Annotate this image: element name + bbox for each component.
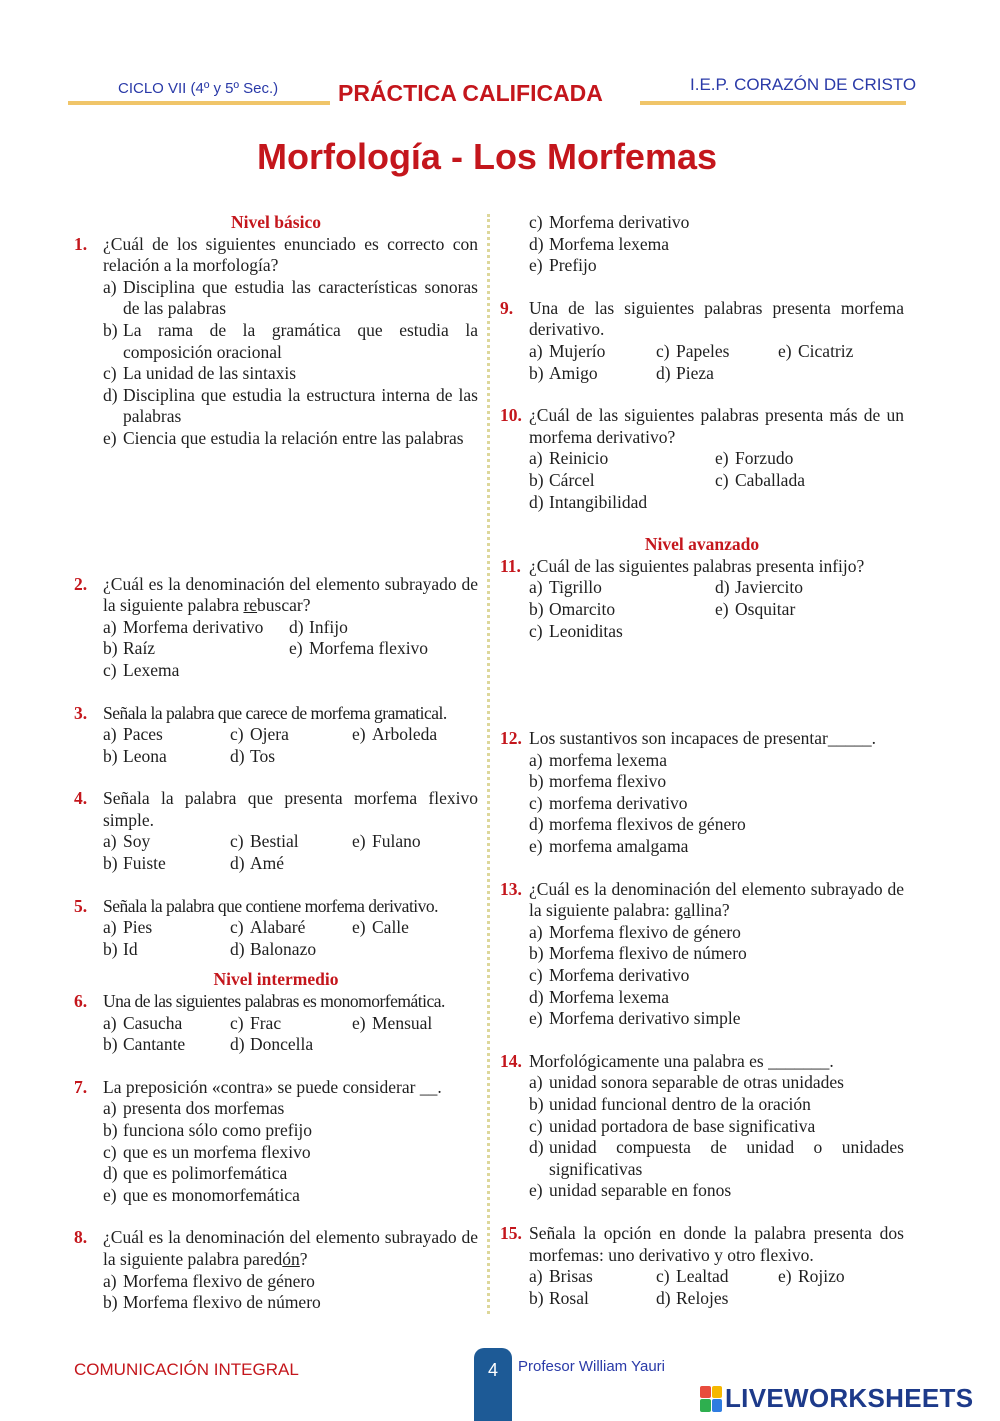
answer-option[interactable] xyxy=(103,385,478,428)
answer-option[interactable] xyxy=(230,917,352,939)
question-stem: ¿Cuál de las siguientes palabras presenta infijo? xyxy=(529,555,865,576)
answer-option[interactable] xyxy=(778,341,928,363)
option-letter: a) xyxy=(529,749,543,770)
option-letter: a) xyxy=(103,276,117,297)
answer-option[interactable] xyxy=(715,448,905,470)
answer-option[interactable] xyxy=(289,617,479,639)
answer-option[interactable] xyxy=(103,831,230,853)
option-letter: b) xyxy=(103,745,118,766)
question-14 xyxy=(500,1051,904,1202)
answer-option[interactable] xyxy=(529,1008,904,1030)
level-heading-intermediate: Nivel intermedio xyxy=(213,969,339,990)
answer-option[interactable] xyxy=(529,1180,904,1202)
option-letter: d) xyxy=(656,1287,671,1308)
question-4 xyxy=(74,788,478,874)
answer-option[interactable] xyxy=(529,492,715,514)
option-text: La rama de la gramática que estudia la composición oracional xyxy=(123,319,478,362)
option-text: unidad sonora separable de otras unidades xyxy=(549,1072,844,1093)
answer-option[interactable] xyxy=(529,341,656,363)
option-text: que es polimorfemática xyxy=(123,1163,288,1184)
header-practice-title: PRÁCTICA CALIFICADA xyxy=(338,80,603,106)
answer-option[interactable] xyxy=(230,724,352,746)
answer-option[interactable] xyxy=(529,793,904,815)
question-stem: Una de las siguientes palabras es monomorfemática. xyxy=(103,991,445,1012)
option-letter: e) xyxy=(352,831,366,852)
option-letter: a) xyxy=(103,724,117,745)
question-number: 15. xyxy=(500,1222,522,1243)
answer-option[interactable] xyxy=(103,277,478,320)
option-text: Pieza xyxy=(676,362,714,383)
option-text: Rosal xyxy=(549,1287,589,1308)
question-number: 8. xyxy=(74,1227,88,1248)
question-stem: Señala la palabra que carece de morfema gramatical. xyxy=(103,702,447,723)
answer-option[interactable] xyxy=(529,363,656,385)
question-stem: Señala la opción en donde la palabra presenta dos morfemas: uno derivativo y otro flexivo. xyxy=(529,1222,904,1265)
answer-option[interactable] xyxy=(103,1142,478,1164)
option-text: Reinicio xyxy=(549,448,609,469)
option-text: Lealtad xyxy=(676,1266,729,1287)
level-heading-advanced: Nivel avanzado xyxy=(644,534,760,555)
option-letter: e) xyxy=(352,1012,366,1033)
question-number: 10. xyxy=(500,405,522,426)
option-text: que es monomorfemática xyxy=(123,1184,300,1205)
option-text: Balonazo xyxy=(250,938,317,959)
option-text: Morfema flexivo de número xyxy=(123,1292,321,1313)
answer-option[interactable] xyxy=(529,1266,656,1288)
option-text: Javiercito xyxy=(735,577,804,598)
option-text: Lexema xyxy=(123,659,180,680)
option-letter: a) xyxy=(103,1270,117,1291)
option-letter: a) xyxy=(103,1098,117,1119)
option-letter: a) xyxy=(529,1072,543,1093)
question-number: 6. xyxy=(74,991,88,1012)
answer-option[interactable] xyxy=(103,724,230,746)
question-9 xyxy=(500,298,904,384)
option-text: Papeles xyxy=(676,340,730,361)
answer-option[interactable] xyxy=(103,638,289,660)
footer-subject: COMUNICACIÓN INTEGRAL xyxy=(74,1360,299,1379)
answer-option[interactable] xyxy=(352,724,502,746)
option-text: Pies xyxy=(123,917,153,938)
answer-option[interactable] xyxy=(529,1288,656,1310)
question-number: 11. xyxy=(500,555,521,576)
option-letter: c) xyxy=(656,340,670,361)
question-number: 9. xyxy=(500,297,514,318)
option-letter: a) xyxy=(103,1012,117,1033)
option-text: Mujerío xyxy=(549,340,606,361)
question-11 xyxy=(500,556,904,642)
option-text: Cantante xyxy=(123,1034,186,1055)
option-text: unidad portadora de base significativa xyxy=(549,1115,816,1136)
footer-professor: Profesor William Yauri xyxy=(518,1358,665,1375)
underlined-morpheme: ga xyxy=(674,900,691,921)
option-text: Mensual xyxy=(372,1012,433,1033)
answer-option[interactable] xyxy=(352,1013,502,1035)
option-text: Disciplina que estudia las características sonoras de las palabras xyxy=(123,276,478,319)
answer-option[interactable] xyxy=(778,1266,928,1288)
option-text: Morfema derivativo xyxy=(123,616,264,637)
question-2 xyxy=(74,574,478,682)
option-letter: a) xyxy=(529,448,543,469)
option-letter: d) xyxy=(529,1137,544,1158)
option-text: Morfema flexivo de género xyxy=(123,1270,315,1291)
answer-option[interactable] xyxy=(103,660,289,682)
option-text: Prefijo xyxy=(549,255,597,276)
question-number: 7. xyxy=(74,1076,88,1097)
question-8 xyxy=(74,1227,478,1313)
liveworksheets-logo[interactable] xyxy=(700,1383,973,1414)
question-stem: Morfológicamente una palabra es _______. xyxy=(529,1050,834,1071)
answer-option[interactable] xyxy=(656,1266,778,1288)
question-stem: ¿Cuál es la denominación del elemento subrayado de la siguiente palabra rebuscar? xyxy=(103,573,478,616)
option-letter: d) xyxy=(715,577,730,598)
option-letter: d) xyxy=(529,233,544,254)
option-text: Morfema flexivo de número xyxy=(549,943,747,964)
option-letter: e) xyxy=(103,1184,117,1205)
page-number-badge: 4 xyxy=(474,1348,512,1421)
option-text: unidad funcional dentro de la oración xyxy=(549,1094,811,1114)
option-letter: b) xyxy=(529,469,544,490)
option-letter: e) xyxy=(778,1266,792,1287)
option-letter: a) xyxy=(529,577,543,598)
underlined-morpheme: re xyxy=(243,595,258,616)
option-letter: d) xyxy=(230,1034,245,1055)
question-number: 2. xyxy=(74,573,88,594)
question-13 xyxy=(500,879,904,1030)
option-letter: b) xyxy=(103,638,118,659)
option-letter: a) xyxy=(529,921,543,942)
answer-option[interactable] xyxy=(715,577,905,599)
answer-option[interactable] xyxy=(103,1271,478,1293)
option-text: Caballada xyxy=(735,469,805,490)
option-letter: e) xyxy=(529,836,543,857)
question-stem: ¿Cuál es la denominación del elemento subrayado de la siguiente palabra: gallina? xyxy=(529,878,904,921)
answer-option[interactable] xyxy=(103,428,478,450)
answer-option[interactable] xyxy=(529,621,715,643)
option-letter: c) xyxy=(230,831,244,852)
answer-option[interactable] xyxy=(529,234,904,256)
option-text: funciona sólo como prefijo xyxy=(123,1120,313,1140)
answer-option[interactable] xyxy=(103,853,230,875)
answer-option[interactable] xyxy=(103,1120,478,1142)
option-letter: d) xyxy=(103,1163,118,1184)
option-letter: c) xyxy=(103,1141,117,1162)
answer-option[interactable] xyxy=(656,341,778,363)
question-5 xyxy=(74,896,478,961)
answer-option[interactable] xyxy=(529,987,904,1009)
option-letter: b) xyxy=(103,1292,118,1313)
header-school: I.E.P. CORAZÓN DE CRISTO xyxy=(690,75,917,94)
header-cycle: CICLO VII (4º y 5º Sec.) xyxy=(118,80,279,97)
option-text: Ojera xyxy=(250,724,289,745)
answer-option[interactable] xyxy=(103,1292,478,1314)
answer-option[interactable] xyxy=(529,965,904,987)
question-number: 14. xyxy=(500,1050,522,1071)
option-text: morfema amalgama xyxy=(549,836,689,857)
option-letter: e) xyxy=(529,1180,543,1201)
option-letter: e) xyxy=(289,638,303,659)
answer-option[interactable] xyxy=(529,814,904,836)
liveworksheets-mark-icon xyxy=(700,1386,722,1412)
column-divider xyxy=(487,214,490,1314)
question-stem: Una de las siguientes palabras presenta morfema derivativo. xyxy=(529,297,904,340)
question-1 xyxy=(74,234,478,450)
answer-option[interactable] xyxy=(230,746,352,768)
option-text: Morfema derivativo simple xyxy=(549,1008,741,1029)
option-text: Intangibilidad xyxy=(549,491,648,512)
option-text: Amigo xyxy=(549,362,598,383)
answer-option[interactable] xyxy=(103,1013,230,1035)
option-text: Morfema lexema xyxy=(549,233,670,254)
answer-option[interactable] xyxy=(230,939,352,961)
option-text: Arboleda xyxy=(372,724,438,745)
option-text: Leona xyxy=(123,745,167,766)
option-text: Osquitar xyxy=(735,598,796,619)
option-letter: c) xyxy=(529,1115,543,1136)
option-letter: e) xyxy=(352,917,366,938)
option-letter: b) xyxy=(529,771,544,792)
answer-option[interactable] xyxy=(529,448,715,470)
answer-option[interactable] xyxy=(715,470,905,492)
underlined-morpheme: ón xyxy=(282,1248,300,1269)
option-text: morfema flexivos de género xyxy=(549,814,746,835)
answer-option[interactable] xyxy=(103,917,230,939)
option-text: Bestial xyxy=(250,831,299,852)
answer-option[interactable] xyxy=(103,746,230,768)
option-letter: c) xyxy=(529,965,543,986)
option-text: morfema derivativo xyxy=(549,792,688,813)
question-15 xyxy=(500,1223,904,1309)
option-letter: e) xyxy=(103,427,117,448)
question-number: 5. xyxy=(74,895,88,916)
option-text: Morfema derivativo xyxy=(549,212,690,232)
option-letter: a) xyxy=(103,831,117,852)
question-stem: Señala la palabra que presenta morfema flexivo simple. xyxy=(103,788,478,830)
option-text: Brisas xyxy=(549,1266,593,1287)
left-column xyxy=(74,212,478,1314)
question-number: 1. xyxy=(74,233,88,254)
answer-option[interactable] xyxy=(289,638,479,660)
option-letter: c) xyxy=(529,212,543,232)
answer-option[interactable] xyxy=(529,836,904,858)
option-letter: c) xyxy=(529,620,543,641)
option-text: Morfema flexivo xyxy=(309,638,429,659)
option-letter: e) xyxy=(715,448,729,469)
question-number: 4. xyxy=(74,788,88,809)
question-stem: ¿Cuál es la denominación del elemento subrayado de la siguiente palabra paredón? xyxy=(103,1227,478,1269)
option-text: Morfema derivativo xyxy=(549,965,690,986)
answer-option[interactable] xyxy=(529,1072,904,1094)
option-letter: c) xyxy=(715,469,729,490)
option-text: Id xyxy=(123,938,138,959)
option-text: morfema flexivo xyxy=(549,771,667,792)
answer-option[interactable] xyxy=(103,320,478,363)
question-6 xyxy=(74,991,478,1056)
option-letter: e) xyxy=(778,340,792,361)
option-text: Alabaré xyxy=(250,917,306,938)
option-letter: d) xyxy=(656,362,671,383)
option-letter: c) xyxy=(230,724,244,745)
answer-option[interactable] xyxy=(656,1288,778,1310)
answer-option[interactable] xyxy=(529,1094,904,1116)
option-text: Infijo xyxy=(309,616,348,637)
option-text: La unidad de las sintaxis xyxy=(123,363,297,384)
option-text: Rojizo xyxy=(798,1266,845,1287)
option-letter: b) xyxy=(103,1034,118,1055)
option-letter: d) xyxy=(529,986,544,1007)
right-column xyxy=(500,212,904,1309)
option-letter: b) xyxy=(103,853,118,874)
answer-option[interactable] xyxy=(103,1163,478,1185)
option-letter: c) xyxy=(529,792,543,813)
answer-option[interactable] xyxy=(529,750,904,772)
answer-option[interactable] xyxy=(230,853,352,875)
question-10 xyxy=(500,405,904,513)
option-letter: d) xyxy=(289,616,304,637)
answer-option[interactable] xyxy=(103,1098,478,1120)
option-letter: b) xyxy=(529,362,544,383)
answer-option[interactable] xyxy=(103,939,230,961)
option-text: que es un morfema flexivo xyxy=(123,1141,311,1162)
option-text: Fulano xyxy=(372,831,421,852)
option-text: Ciencia que estudia la relación entre las palabras xyxy=(123,427,464,448)
option-text: Cárcel xyxy=(549,469,595,490)
option-letter: b) xyxy=(529,1287,544,1308)
option-letter: b) xyxy=(529,1094,544,1114)
option-letter: d) xyxy=(230,853,245,874)
option-letter: b) xyxy=(529,598,544,619)
question-number: 13. xyxy=(500,878,522,899)
question-number: 3. xyxy=(74,702,88,723)
answer-option[interactable] xyxy=(715,599,905,621)
question-stem: Los sustantivos son incapaces de presentar_____. xyxy=(529,728,877,749)
answer-option[interactable] xyxy=(352,917,502,939)
answer-option[interactable] xyxy=(656,363,778,385)
question-stem: Señala la palabra que contiene morfema derivativo. xyxy=(103,895,439,916)
option-letter: c) xyxy=(103,363,117,384)
option-letter: b) xyxy=(103,1120,118,1140)
answer-option[interactable] xyxy=(103,617,289,639)
option-letter: c) xyxy=(230,917,244,938)
option-letter: a) xyxy=(529,340,543,361)
answer-option[interactable] xyxy=(230,1013,352,1035)
option-text: Tigrillo xyxy=(549,577,602,598)
option-letter: d) xyxy=(230,938,245,959)
answer-option[interactable] xyxy=(529,922,904,944)
option-text: Calle xyxy=(372,917,409,938)
option-text: Morfema flexivo de género xyxy=(549,921,741,942)
answer-option[interactable] xyxy=(529,1116,904,1138)
answer-option[interactable] xyxy=(529,255,904,277)
option-text: Leoniditas xyxy=(549,620,623,641)
answer-option[interactable] xyxy=(103,363,478,385)
answer-option[interactable] xyxy=(529,771,904,793)
liveworksheets-wordmark: LIVEWORKSHEETS xyxy=(725,1383,974,1413)
option-text: Paces xyxy=(123,724,163,745)
answer-option[interactable] xyxy=(103,1034,230,1056)
option-letter: b) xyxy=(103,938,118,959)
option-text: unidad compuesta de unidad o unidades significativas xyxy=(549,1137,904,1179)
question-7 xyxy=(74,1077,478,1207)
option-letter: a) xyxy=(103,616,117,637)
option-text: Soy xyxy=(123,831,151,852)
answer-option[interactable] xyxy=(529,470,715,492)
option-letter: c) xyxy=(103,659,117,680)
option-text: Frac xyxy=(250,1012,282,1033)
answer-option[interactable] xyxy=(103,1185,478,1207)
option-text: Casucha xyxy=(123,1012,183,1033)
level-heading-basic: Nivel básico xyxy=(231,212,321,232)
question-8-continued xyxy=(500,212,904,277)
option-text: Morfema lexema xyxy=(549,986,670,1007)
option-text: Tos xyxy=(250,745,276,766)
answer-option[interactable] xyxy=(529,577,715,599)
option-letter: e) xyxy=(715,598,729,619)
header-rule-right xyxy=(640,101,906,105)
option-letter: c) xyxy=(656,1266,670,1287)
option-text: presenta dos morfemas xyxy=(123,1098,285,1119)
question-stem: ¿Cuál de las siguientes palabras presenta más de un morfema derivativo? xyxy=(529,405,904,447)
option-text: Doncella xyxy=(250,1034,314,1055)
question-3 xyxy=(74,703,478,768)
option-text: unidad separable en fonos xyxy=(549,1180,732,1201)
option-text: Cicatriz xyxy=(798,340,854,361)
answer-option[interactable] xyxy=(230,831,352,853)
question-number: 12. xyxy=(500,728,522,749)
option-letter: e) xyxy=(529,1008,543,1029)
question-stem: La preposición «contra» se puede considerar __. xyxy=(103,1076,442,1097)
answer-option[interactable] xyxy=(230,1034,352,1056)
option-text: Fuiste xyxy=(123,853,166,874)
option-text: Forzudo xyxy=(735,448,794,469)
option-letter: c) xyxy=(230,1012,244,1033)
option-letter: d) xyxy=(103,384,118,405)
answer-option[interactable] xyxy=(529,212,904,234)
option-letter: e) xyxy=(352,724,366,745)
answer-option[interactable] xyxy=(529,599,715,621)
option-letter: e) xyxy=(529,255,543,276)
header-rule-left xyxy=(68,101,330,105)
option-text: Disciplina que estudia la estructura interna de las palabras xyxy=(123,384,478,427)
option-letter: d) xyxy=(230,745,245,766)
question-12 xyxy=(500,728,904,858)
option-letter: d) xyxy=(529,491,544,512)
answer-option[interactable] xyxy=(352,831,502,853)
question-stem: ¿Cuál de los siguientes enunciado es correcto con relación a la morfología? xyxy=(103,233,478,276)
option-letter: b) xyxy=(103,319,118,340)
answer-option[interactable] xyxy=(529,1137,904,1180)
option-text: morfema lexema xyxy=(549,749,668,770)
option-text: Relojes xyxy=(676,1287,729,1308)
answer-option[interactable] xyxy=(529,943,904,965)
option-letter: d) xyxy=(529,814,544,835)
option-text: Raíz xyxy=(123,638,156,659)
option-letter: b) xyxy=(529,943,544,964)
option-text: Amé xyxy=(250,853,285,874)
option-letter: a) xyxy=(103,917,117,938)
option-letter: a) xyxy=(529,1266,543,1287)
option-text: Omarcito xyxy=(549,598,616,619)
page-title: Morfología - Los Morfemas xyxy=(256,136,718,177)
